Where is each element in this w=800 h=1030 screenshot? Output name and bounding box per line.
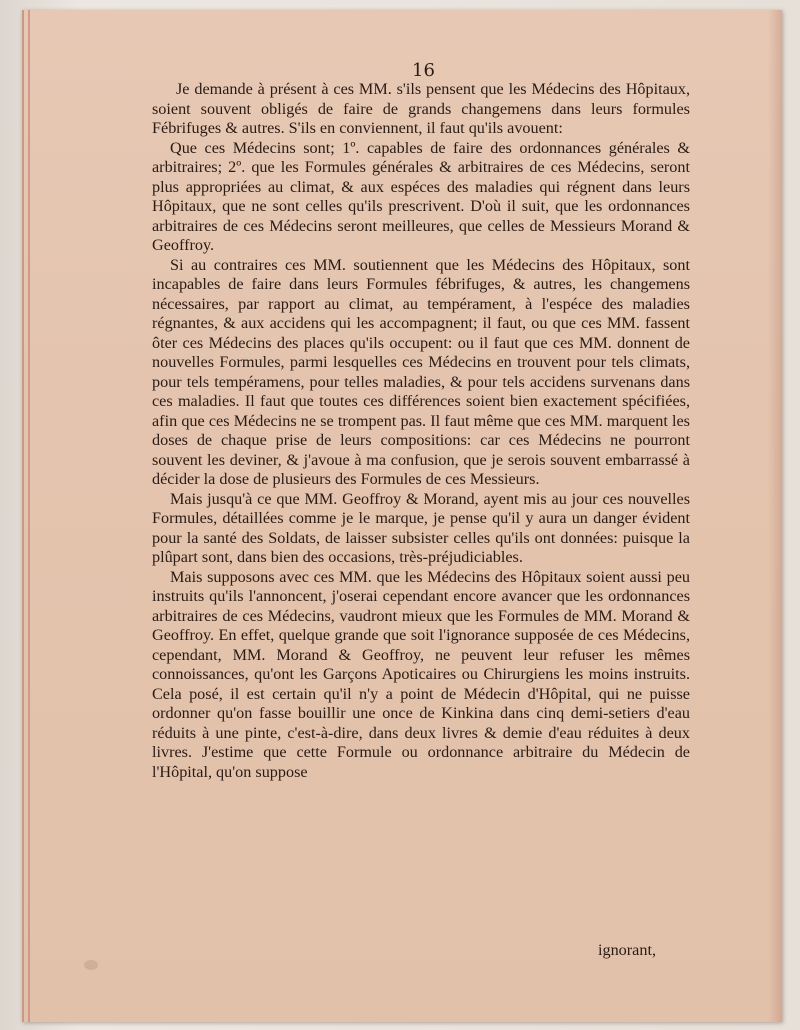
paper-stain (84, 960, 98, 970)
paragraph-5: Mais supposons avec ces MM. que les Médecins des Hôpitaux soient aussi peu instruits qu'ils l'annoncent, j'oserai cependant encore avancer que les ordonnances arbitraires de ces Médecins, vaudront mieux que les Formules de MM. Morand & Geoffroy. En effet, quelque grande que soit l'ignorance supposée de ces Médecins, cependant, MM. Morand & Geoffroy, ne peuvent leur refuser les mêmes connoissances, qu'ont les Garçons Apoticaires ou Chirurgiens les moins instruits. Cela posé, il est certain qu'il n'y a point de Médecin d'Hôpital, qui ne puisse ordonner qu'on fasse bouillir une once de Kinkina dans cinq demi-setiers d'eau réduits à une pinte, c'est-à-dire, dans deux livres & demie d'eau réduites à deux livres. J'estime que cette Formule ou ordonnance arbitraire du Médecin de l'Hôpital, qu'on suppose (152, 567, 690, 781)
paragraph-1: Je demande à présent à ces MM. s'ils pensent que les Médecins des Hôpitaux, soient souvent obligés de faire de grands changemens dans leurs formules Fébrifuges & autres. S'ils en conviennent, il faut qu'ils avouent: (152, 80, 690, 137)
body-text (152, 80, 690, 782)
catchword: ignorant, (598, 941, 656, 959)
page-edge-line (28, 10, 30, 1022)
page-number: 16 (412, 60, 435, 81)
paragraph-3: Si au contraires ces MM. soutiennent que les Médecins des Hôpitaux, sont incapables de faire dans leurs Formules fébrifuges, & autres, les changemens nécessaires, par rapport au climat, au tempérament, à l'espéce des maladies régnantes, & aux accidens qui les accompagnent; il faut, ou que ces MM. fassent ôter ces Médecins des places qu'ils occupent: ou il faut que ces MM. donnent de nouvelles Formules, parmi lesquelles ces Médecins en trouvent pour tels climats, pour tels tempéramens, pour telles maladies, & pour tels accidens survenans dans ces maladies. Il faut que toutes ces différences soient bien exactement spécifiées, afin que ces Médecins ne se trompent pas. Il faut même que ces MM. marquent les doses de chaque prise de leurs compositions: car ces Médecins ne pourront souvent les deviner, & j'avoue à ma confusion, que je serois souvent embarrassé à décider la dose de plusieurs des Formules de ces Messieurs. (152, 255, 690, 488)
paragraph-4: Mais jusqu'à ce que MM. Geoffroy & Morand, ayent mis au jour ces nouvelles Formules, détaillées comme je le marque, je pense qu'il y aura un danger évident pour la santé des Soldats, de laisser subsister celles qu'ils ont données: puisque la plûpart sont, dans bien des occasions, très-préjudiciables. (152, 489, 690, 566)
paragraph-2: Que ces Médecins sont; 1º. capables de faire des ordonnances générales & arbitraires; 2º. que les Formules générales & arbitraires de ces Médecins, seront plus appropriées au climat, & aux espéces des maladies qui régnent dans leurs Hôpitaux, que ne sont celles qu'ils prescrivent. D'où il suit, que les ordonnances arbitraires de ces Médecins seront meilleures, que celles de Messieurs Morand & Geoffroy. (152, 138, 690, 254)
